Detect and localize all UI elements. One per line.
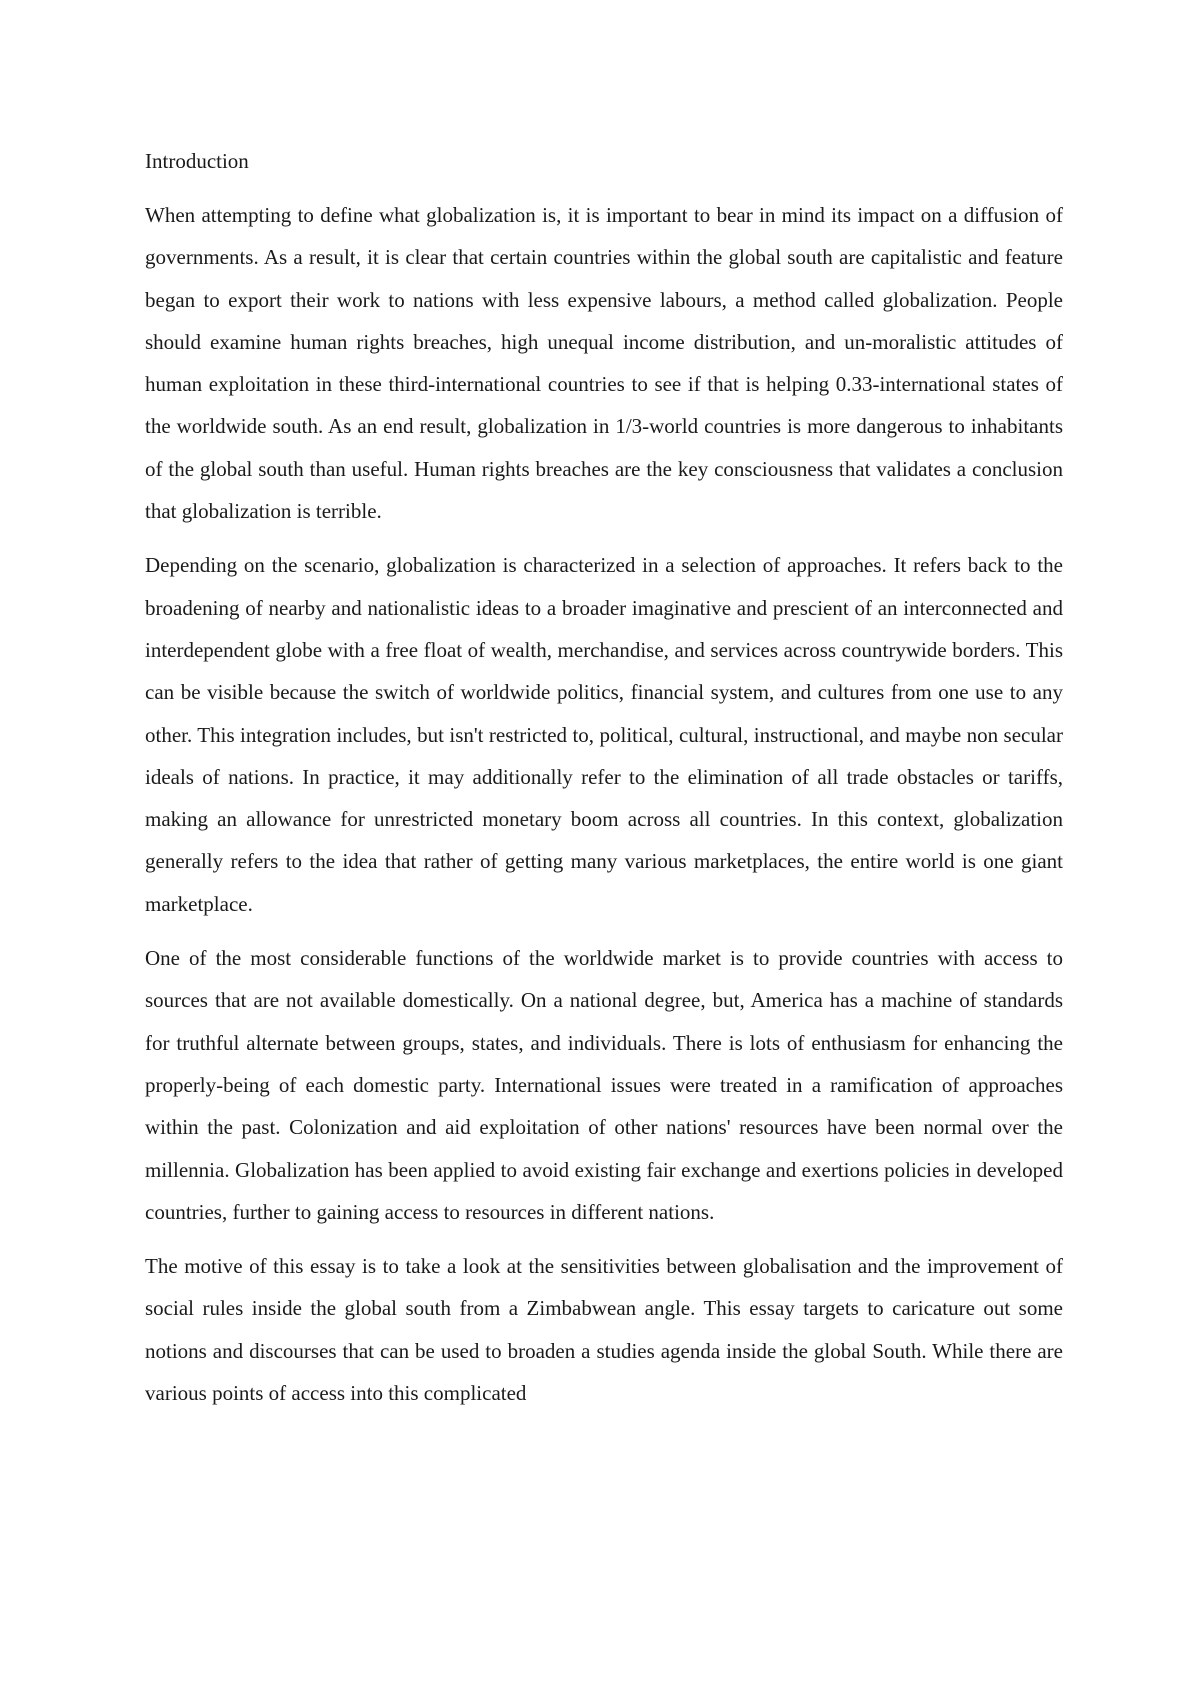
section-heading: Introduction [145, 149, 249, 173]
paragraph-1: When attempting to define what globalization is, it is important to bear in mind its impact on a diffusion of governments. As a result, it is clear that certain countries within the global south are capitalistic and feature began to export their work to nations with less expensive labours, a method called globalization. People should examine human rights breaches, high unequal income distribution, and un-moralistic attitudes of human exploitation in these third-international countries to see if that is helping 0.33-international states of the worldwide south. As an end result, globalization in 1/3-world countries is more dangerous to inhabitants of the global south than useful. Human rights breaches are the key consciousness that validates a conclusion that globalization is terrible. [145, 203, 1063, 524]
document-body [145, 146, 1063, 1426]
paragraph-4: The motive of this essay is to take a look at the sensitivities between globalisation and the improvement of social rules inside the global south from a Zimbabwean angle. This essay targets to caricature out some notions and discourses that can be used to broaden a studies agenda inside the global South. While there are various points of access into this complicated [145, 1254, 1063, 1406]
paragraph-2: Depending on the scenario, globalization is characterized in a selection of approaches. It refers back to the broadening of nearby and nationalistic ideas to a broader imaginative and prescient of an interconnected and interdependent globe with a free float of wealth, merchandise, and services across countrywide borders. This can be visible because the switch of worldwide politics, financial system, and cultures from one use to any other. This integration includes, but isn't restricted to, political, cultural, instructional, and maybe non secular ideals of nations. In practice, it may additionally refer to the elimination of all trade obstacles or tariffs, making an allowance for unrestricted monetary boom across all countries. In this context, globalization generally refers to the idea that rather of getting many various marketplaces, the entire world is one giant marketplace. [145, 553, 1063, 916]
paragraph-3: One of the most considerable functions of the worldwide market is to provide countries with access to sources that are not available domestically. On a national degree, but, America has a machine of standards for truthful alternate between groups, states, and individuals. There is lots of enthusiasm for enhancing the properly-being of each domestic party. International issues were treated in a ramification of approaches within the past. Colonization and aid exploitation of other nations' resources have been normal over the millennia. Globalization has been applied to avoid existing fair exchange and exertions policies in developed countries, further to gaining access to resources in different nations. [145, 946, 1063, 1224]
